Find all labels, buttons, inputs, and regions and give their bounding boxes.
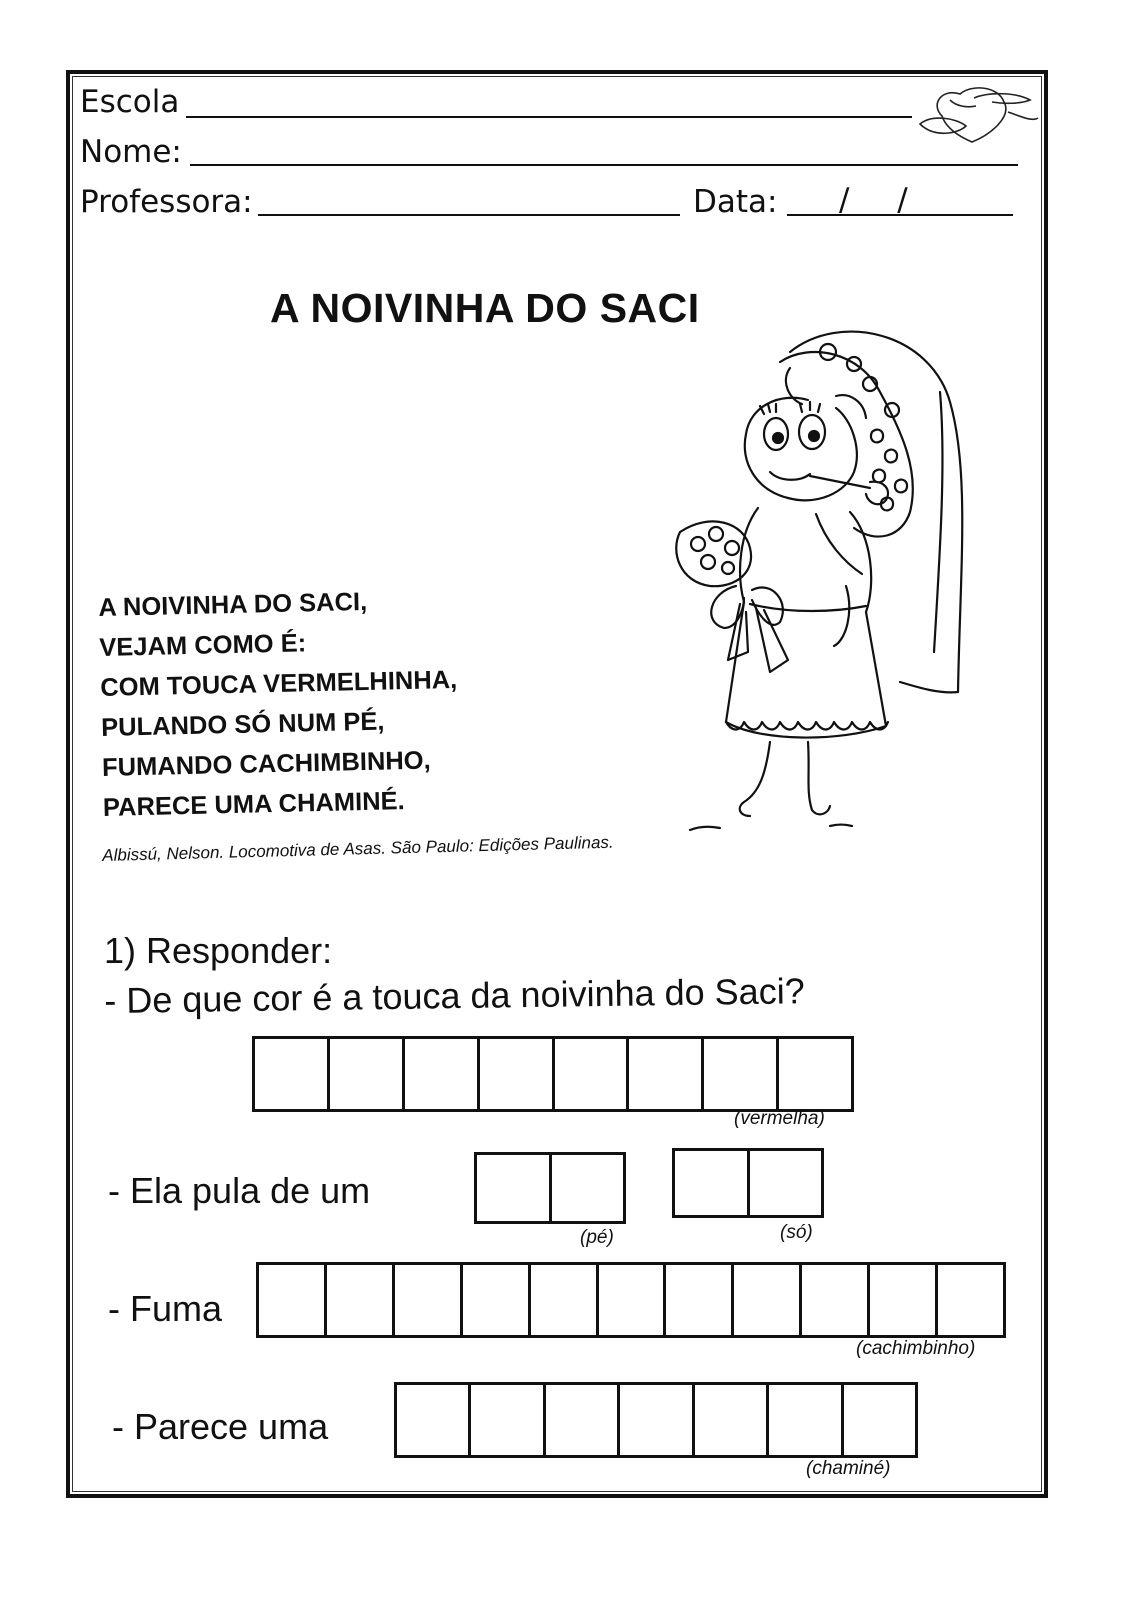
letter-box[interactable] bbox=[769, 1385, 843, 1455]
hint-q1: (vermelha) bbox=[734, 1108, 825, 1129]
name-line[interactable] bbox=[190, 164, 1018, 166]
letter-box[interactable] bbox=[734, 1265, 802, 1335]
letter-box[interactable] bbox=[844, 1385, 915, 1455]
poem-line: A NOIVINHA DO SACI, bbox=[98, 587, 368, 622]
date-slashes: / / bbox=[839, 182, 908, 218]
question-1: - De que cor é a touca da noivinha do Saci? bbox=[104, 970, 805, 1021]
answer-boxes-q2a[interactable] bbox=[474, 1152, 626, 1224]
letter-box[interactable] bbox=[397, 1385, 471, 1455]
teacher-label: Professora: bbox=[80, 184, 253, 220]
question-4: - Parece uma bbox=[112, 1406, 329, 1447]
letter-box[interactable] bbox=[704, 1039, 779, 1109]
letter-box[interactable] bbox=[395, 1265, 463, 1335]
hint-q4: (chaminé) bbox=[806, 1458, 891, 1479]
citation: Albissú, Nelson. Locomotiva de Asas. São Paulo: Edições Paulinas. bbox=[102, 832, 614, 865]
answer-boxes-q2b[interactable] bbox=[672, 1148, 824, 1218]
letter-box[interactable] bbox=[552, 1155, 624, 1221]
answer-boxes-q3[interactable] bbox=[256, 1262, 1006, 1338]
answer-boxes-q4[interactable] bbox=[394, 1382, 918, 1458]
hint-q3: (cachimbinho) bbox=[856, 1338, 976, 1359]
page-title: A NOIVINHA DO SACI bbox=[270, 285, 700, 331]
poem-line: COM TOUCA VERMELHINHA, bbox=[99, 665, 458, 702]
hint-q2b: (só) bbox=[780, 1222, 813, 1243]
answer-boxes-q1[interactable] bbox=[252, 1036, 854, 1112]
letter-box[interactable] bbox=[330, 1039, 405, 1109]
letter-box[interactable] bbox=[259, 1265, 327, 1335]
name-label: Nome: bbox=[80, 134, 182, 170]
letter-box[interactable] bbox=[750, 1151, 822, 1215]
school-label: Escola bbox=[80, 84, 180, 120]
letter-box[interactable] bbox=[666, 1265, 734, 1335]
hint-q2a: (pé) bbox=[580, 1227, 614, 1248]
letter-box[interactable] bbox=[629, 1039, 704, 1109]
letter-box[interactable] bbox=[546, 1385, 620, 1455]
exercise-heading: 1) Responder: bbox=[104, 930, 333, 971]
letter-box[interactable] bbox=[477, 1155, 552, 1221]
letter-box[interactable] bbox=[620, 1385, 694, 1455]
letter-box[interactable] bbox=[531, 1265, 599, 1335]
letter-box[interactable] bbox=[802, 1265, 870, 1335]
question-3: - Fuma bbox=[108, 1288, 223, 1329]
poem-line: PULANDO SÓ NUM PÉ, bbox=[100, 707, 385, 742]
letter-box[interactable] bbox=[463, 1265, 531, 1335]
letter-box[interactable] bbox=[327, 1265, 395, 1335]
letter-box[interactable] bbox=[480, 1039, 555, 1109]
letter-box[interactable] bbox=[938, 1265, 1003, 1335]
question-2: - Ela pula de um bbox=[108, 1170, 371, 1211]
bride-illustration bbox=[640, 322, 970, 842]
poem bbox=[98, 580, 460, 828]
poem-line: FUMANDO CACHIMBINHO, bbox=[101, 746, 431, 782]
letter-box[interactable] bbox=[255, 1039, 330, 1109]
date-label: Data: bbox=[693, 184, 778, 220]
letter-box[interactable] bbox=[471, 1385, 545, 1455]
letter-box[interactable] bbox=[599, 1265, 667, 1335]
poem-line: PARECE UMA CHAMINÉ. bbox=[102, 787, 405, 822]
letter-box[interactable] bbox=[870, 1265, 938, 1335]
poem-line: VEJAM COMO É: bbox=[99, 629, 307, 662]
letter-box[interactable] bbox=[555, 1039, 630, 1109]
teacher-line[interactable] bbox=[258, 214, 680, 216]
letter-box[interactable] bbox=[675, 1151, 750, 1215]
letter-box[interactable] bbox=[779, 1039, 851, 1109]
letter-box[interactable] bbox=[695, 1385, 769, 1455]
heart-hat-icon bbox=[912, 78, 1042, 152]
school-line[interactable] bbox=[186, 116, 912, 118]
letter-box[interactable] bbox=[405, 1039, 480, 1109]
